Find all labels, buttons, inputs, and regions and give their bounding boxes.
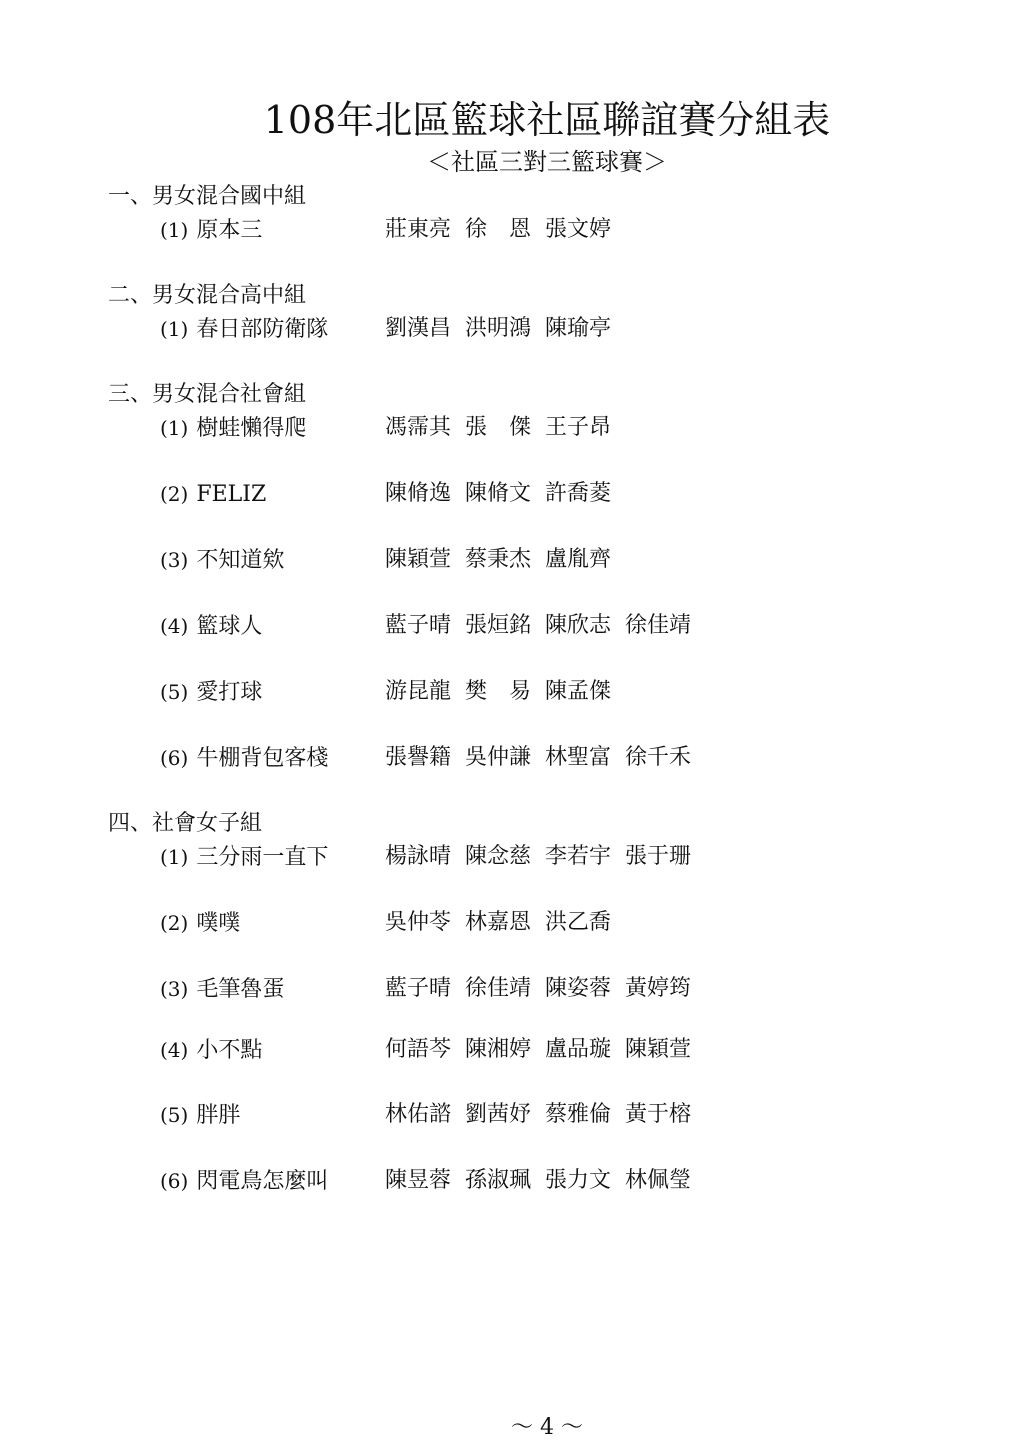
- group-heading: 四、社會女子組: [108, 811, 263, 836]
- member-name: 張于珊: [625, 844, 692, 869]
- member-name: 張 傑: [465, 415, 532, 440]
- member-name: 陳念慈: [465, 844, 532, 869]
- member-name: 藍子晴: [385, 613, 452, 638]
- team-number: (2): [160, 482, 189, 506]
- member-name: 張烜銘: [465, 613, 532, 638]
- member-name: 徐佳靖: [465, 976, 532, 1001]
- team-name: 毛筆魯蛋: [196, 977, 285, 1002]
- member-name: 徐 恩: [465, 217, 532, 242]
- member-name: 蔡雅倫: [545, 1102, 612, 1127]
- team-entry: [160, 214, 612, 246]
- team-members: [385, 313, 625, 345]
- member-name: 何語芩: [385, 1037, 452, 1062]
- member-name: 陳穎萱: [385, 547, 452, 572]
- team-entry: [160, 313, 612, 345]
- team-name: 噗噗: [196, 911, 241, 936]
- member-name: 陳姿蓉: [545, 976, 612, 1001]
- member-name: 盧胤齊: [545, 547, 612, 572]
- member-name: 張力文: [545, 1168, 612, 1193]
- member-name: 孫淑珮: [465, 1168, 532, 1193]
- member-name: 陳湘婷: [465, 1037, 532, 1062]
- team-entry: [160, 478, 612, 510]
- team-number: (3): [160, 548, 189, 572]
- team-number: (5): [160, 680, 189, 704]
- team-members: [385, 907, 625, 939]
- member-name: 陳欣志: [545, 613, 612, 638]
- member-name: 林佑諮: [385, 1102, 452, 1127]
- team-name: 原本三: [196, 218, 263, 243]
- team-number: (1): [160, 845, 189, 869]
- member-name: 林聖富: [545, 745, 612, 770]
- team-members: [385, 841, 705, 873]
- member-name: 盧品璇: [545, 1037, 612, 1062]
- team-name: 愛打球: [196, 680, 263, 705]
- member-name: 陳穎萱: [625, 1037, 692, 1062]
- member-name: 莊東亮: [385, 217, 452, 242]
- group-heading: 三、男女混合社會組: [108, 382, 307, 407]
- team-number: (2): [160, 911, 189, 935]
- team-entry: [160, 1099, 692, 1131]
- team-number: (4): [160, 614, 189, 638]
- team-number: (6): [160, 746, 189, 770]
- member-name: 黃婷筠: [625, 976, 692, 1001]
- member-name: 張文婷: [545, 217, 612, 242]
- member-name: 陳瑜亭: [545, 316, 612, 341]
- team-name: 牛棚背包客棧: [196, 746, 329, 771]
- team-entry: [160, 676, 612, 708]
- member-name: 劉漢昌: [385, 316, 452, 341]
- team-number: (4): [160, 1038, 189, 1062]
- member-name: 陳孟傑: [545, 679, 612, 704]
- group-heading: 一、男女混合國中組: [108, 184, 307, 209]
- member-name: 洪乙喬: [545, 910, 612, 935]
- member-name: 楊詠晴: [385, 844, 452, 869]
- team-name: 三分雨一直下: [196, 845, 329, 870]
- team-name: 春日部防衛隊: [196, 317, 329, 342]
- member-name: 張譽籍: [385, 745, 452, 770]
- member-name: 陳脩文: [465, 481, 532, 506]
- team-number: (5): [160, 1103, 189, 1127]
- member-name: 許喬菱: [545, 481, 612, 506]
- team-name: 不知道欸: [196, 548, 285, 573]
- team-members: [385, 478, 625, 510]
- team-entry: [160, 412, 612, 444]
- member-name: 游昆龍: [385, 679, 452, 704]
- member-name: 洪明鴻: [465, 316, 532, 341]
- member-name: 劉茜妤: [465, 1102, 532, 1127]
- member-name: 王子昂: [545, 415, 612, 440]
- member-name: 徐佳靖: [625, 613, 692, 638]
- team-entry: [160, 544, 612, 576]
- member-name: 吳仲苓: [385, 910, 452, 935]
- member-name: 李若宇: [545, 844, 612, 869]
- team-entry: [160, 742, 692, 774]
- team-members: [385, 742, 705, 774]
- member-name: 林佩瑩: [625, 1168, 692, 1193]
- member-name: 藍子晴: [385, 976, 452, 1001]
- member-name: 徐千禾: [625, 745, 692, 770]
- team-entry: [160, 610, 692, 642]
- member-name: 黃于榕: [625, 1102, 692, 1127]
- team-entry: [160, 1165, 692, 1197]
- team-members: [385, 214, 625, 246]
- page-number: ～ 4 ～: [511, 1415, 583, 1440]
- member-name: 樊 易: [465, 679, 532, 704]
- team-number: (1): [160, 218, 189, 242]
- member-name: 吳仲謙: [465, 745, 532, 770]
- member-name: 馮霈其: [385, 415, 452, 440]
- team-entry: [160, 907, 612, 939]
- team-members: [385, 676, 625, 708]
- team-number: (6): [160, 1169, 189, 1193]
- team-name: 樹蛙懶得爬: [196, 416, 307, 441]
- team-name: FELIZ: [196, 482, 267, 507]
- team-number: (1): [160, 317, 189, 341]
- team-members: [385, 610, 705, 642]
- member-name: 陳脩逸: [385, 481, 452, 506]
- page-subtitle: ＜社區三對三籃球賽＞: [427, 148, 667, 176]
- page-title: 108年北區籃球社區聯誼賽分組表: [263, 98, 831, 142]
- member-name: 林嘉恩: [465, 910, 532, 935]
- team-members: [385, 1099, 705, 1131]
- team-name: 籃球人: [196, 614, 263, 639]
- team-members: [385, 544, 625, 576]
- team-number: (3): [160, 977, 189, 1001]
- team-members: [385, 412, 625, 444]
- team-number: (1): [160, 416, 189, 440]
- team-name: 小不點: [196, 1038, 263, 1063]
- team-members: [385, 1034, 705, 1066]
- team-entry: [160, 973, 692, 1005]
- member-name: 蔡秉杰: [465, 547, 532, 572]
- team-name: 胖胖: [196, 1103, 241, 1128]
- team-members: [385, 973, 705, 1005]
- team-name: 閃電鳥怎麼叫: [196, 1169, 329, 1194]
- member-name: 陳昱蓉: [385, 1168, 452, 1193]
- group-heading: 二、男女混合高中組: [108, 283, 307, 308]
- team-entry: [160, 1034, 692, 1066]
- team-members: [385, 1165, 705, 1197]
- team-entry: [160, 841, 692, 873]
